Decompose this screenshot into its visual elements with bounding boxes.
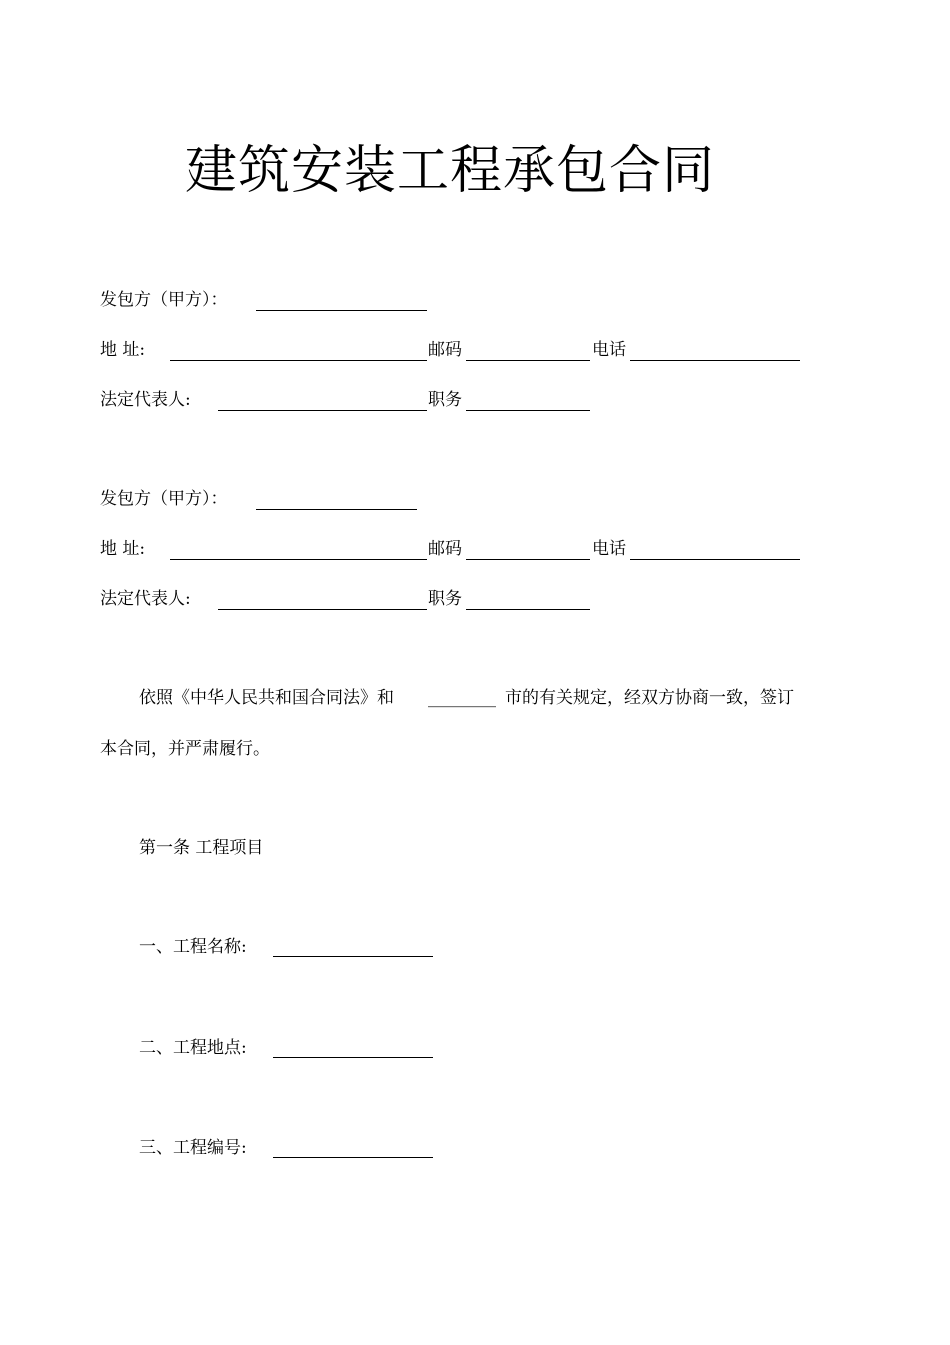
address-blank — [170, 559, 427, 560]
party-name-blank — [256, 310, 427, 311]
phone-blank — [630, 360, 800, 361]
postcode-blank — [466, 360, 590, 361]
article-heading: 第一条 工程项目 — [139, 838, 264, 858]
legal-rep-label: 法定代表人: — [100, 589, 191, 609]
phone-label: 电话 — [592, 539, 626, 559]
legal-rep-blank — [218, 410, 427, 411]
address-label: 地 址: — [100, 539, 146, 559]
document-title: 建筑安装工程承包合同 — [184, 141, 715, 201]
phone-label: 电话 — [592, 340, 626, 360]
legal-rep-blank — [218, 609, 427, 610]
project-number-blank — [273, 1157, 433, 1158]
address-label: 地 址: — [100, 340, 146, 360]
postcode-blank — [466, 559, 590, 560]
postcode-label: 邮码 — [428, 539, 462, 559]
position-blank — [466, 410, 590, 411]
address-blank — [170, 360, 427, 361]
legal-rep-label: 法定代表人: — [100, 390, 191, 410]
project-name-blank — [273, 956, 433, 957]
position-label: 职务 — [428, 390, 462, 410]
project-number-label: 三、工程编号: — [139, 1138, 247, 1158]
postcode-label: 邮码 — [428, 340, 462, 360]
preamble-part1: 依照《中华人民共和国合同法》和 — [139, 688, 394, 708]
project-name-label: 一、工程名称: — [139, 937, 247, 957]
preamble-part2: 市的有关规定，经双方协商一致，签订 — [505, 688, 794, 708]
project-location-label: 二、工程地点: — [139, 1038, 247, 1058]
party-label: 发包方（甲方）： — [100, 290, 228, 310]
party-name-blank — [256, 509, 417, 510]
city-blank: ________ — [428, 688, 496, 708]
position-blank — [466, 609, 590, 610]
project-location-blank — [273, 1057, 433, 1058]
phone-blank — [630, 559, 800, 560]
position-label: 职务 — [428, 589, 462, 609]
preamble-line2: 本合同，并严肃履行。 — [100, 739, 270, 759]
party-label: 发包方（甲方）： — [100, 489, 228, 509]
